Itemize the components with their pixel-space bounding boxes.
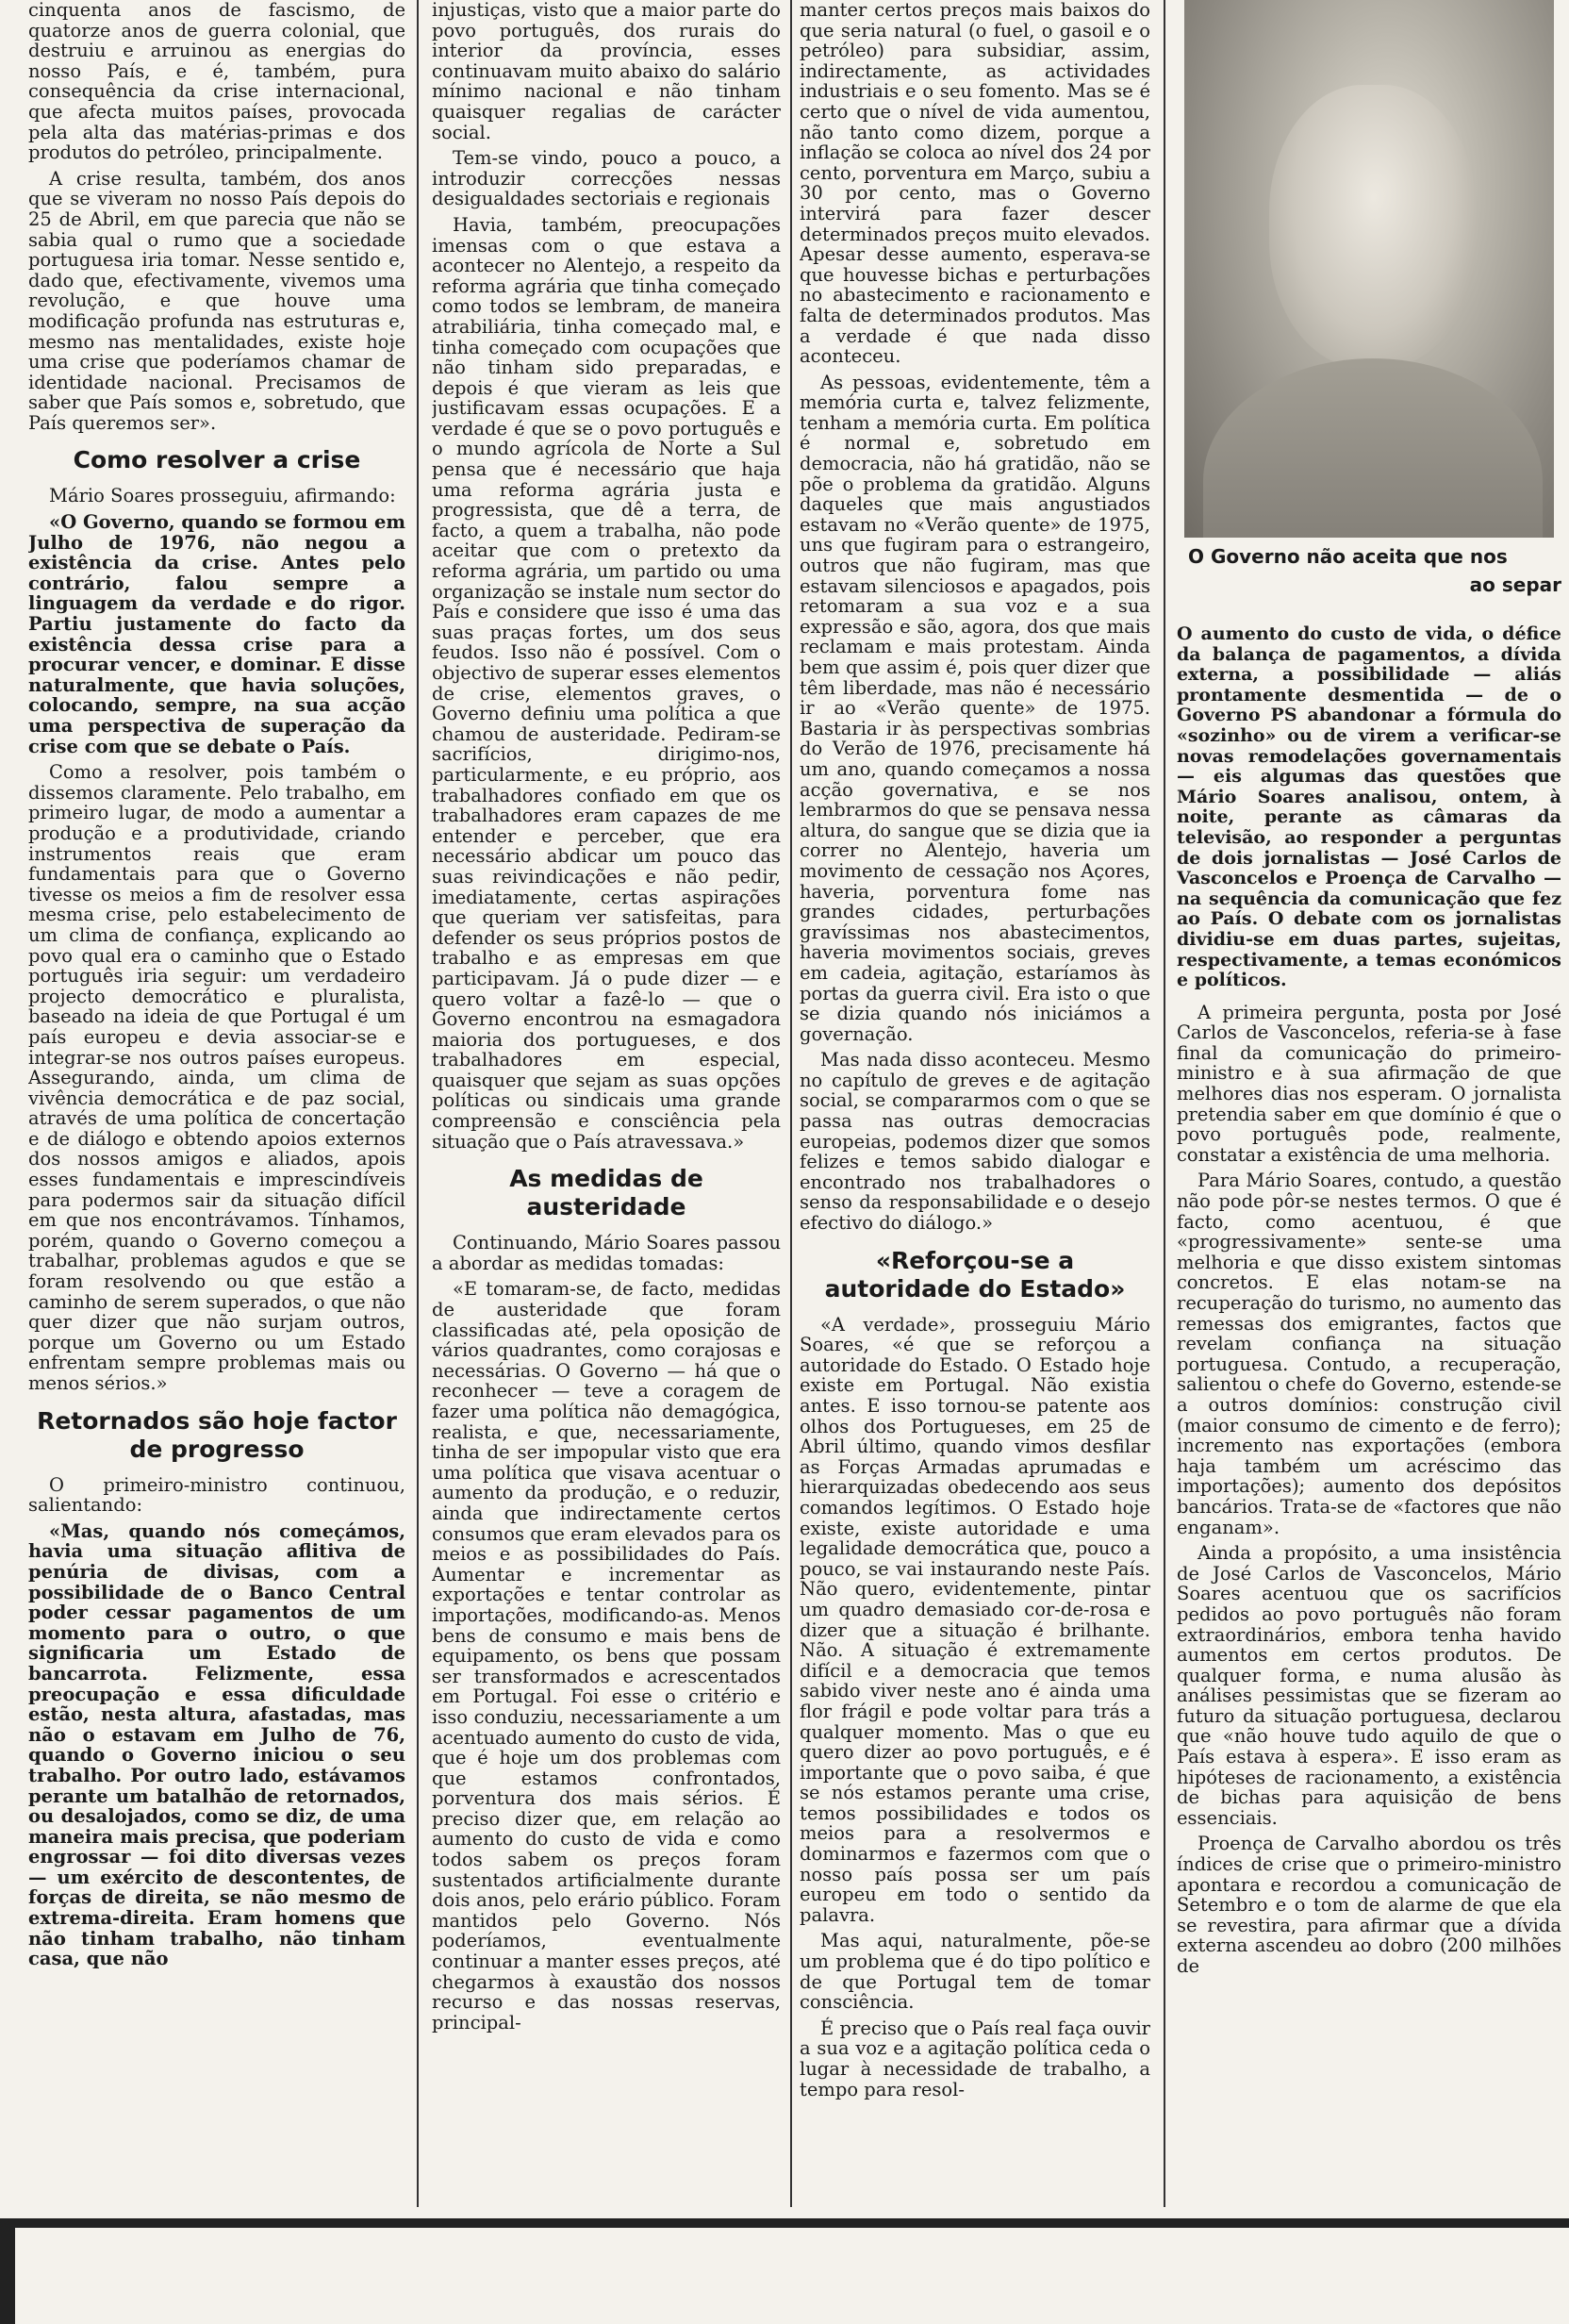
paragraph: Como a resolver, pois também o dissemos claramente. Pelo trabalho, em primeiro lugar, de modo a aumentar a produção e a produtividade, criando instrumentos reais que eram fundamentais para que o Governo tivesse os meios a fim de resolver essa mesma crise, pelo estabelecimento de um clima de confiança, explicando ao povo qual era o caminho que o Estado português iria seguir: um verdadeiro projecto democrático e pluralista, baseado na ideia de que Portugal é um país europeu e devia associar-se e integrar-se nos outros países europeus. Assegurando, ainda, um clima de vivência democrática e de paz social, através de uma política de concertação e de diálogo e obtendo apoios externos dos nossos amigos e aliados, apois esses fundamentais e imprescindíveis para podermos sair da situação difícil em que nos encontrávamos. Tínhamos, porém, quando o Governo começou a trabalhar, problemas agudos e que se foram resolvendo ou que estão a caminho de serem superados, o que não quer dizer que não surjam outros, porque um Governo ou um Estado enfrentam sempre problemas mais ou menos sérios.» [28, 761, 405, 1394]
photo-face [1269, 85, 1477, 368]
paragraph: «E tomaram-se, de facto, medidas de austeridade que foram classificadas até, pela oposição de vários quadrantes, como corajosas e necessárias. O Governo — há que o reconhecer — teve a coragem de fazer uma política não demagógica, realista, e que, necessariamente, tinha de ser impopular visto que era uma política que visava acentuar o aumento da produção, e o reduzir, ainda que indirectamente certos consumos que eram elevados para os meios e as possibilidades do País. Aumentar e incrementar as exportações e tentar controlar as importações, modificando-as. Menos bens de consumo e mais bens de equipamento, os bens que possam ser transformados e acrescentados em Portugal. Foi esse o critério e isso conduziu, necessariamente a um acentuado aumento do custo de vida, que é hoje um dos problemas com que estamos confrontados, porventura dos mais sérios. É preciso dizer que, em relação ao aumento do custo de vida e como todos sabem os preços foram sustentados artificialmente durante dois anos, pelo erário público. Foram mantidos pelo Governo. Nós poderíamos, eventualmente continuar a manter esses preços, até chegarmos à exaustão dos nossos recurso e das nossas reservas, principal- [432, 1278, 781, 2034]
paragraph: «A verdade», prosseguiu Mário Soares, «é que se reforçou a autoridade do Estado. O Estado hoje existe em Portugal. Não existia antes. E isso tornou-se patente aos olhos dos Portugueses, em 25 de Abril último, quando vimos desfilar as Forças Armadas aprumadas e hierarquizadas obedecendo aos seus comandos legítimos. O Estado hoje existe, existe autoridade e uma legalidade democrática que, pouco a pouco, se vai instaurando neste País. Não quero, evidentemente, pintar um quadro demasiado cor-de-rosa e dizer que a situação é brilhante. Não. A situação é extremamente difícil e a democracia que temos sabido viver neste ano é ainda uma flor frágil e pode voltar para trás a qualquer momento. Mas o que eu quero dizer ao povo português, e é importante que o povo saiba, é que se nós estamos perante uma crise, temos possibilidades e todos os meios para a resolvermos e dominarmos e fazermos com que o nosso país possa ser um país europeu em todo o sentido da palavra. [800, 1313, 1150, 1926]
paragraph: Proença de Carvalho abordou os três índices de crise que o primeiro-ministro apontara e recordou a comunicação de Setembro e o tom de alarme de que ela se revestira, para afirmar que a dívida externa ascendeu ao dobro (200 milhões de [1177, 1833, 1561, 1977]
bottom-rule [0, 2218, 1569, 2228]
paragraph: Mas aqui, naturalmente, põe-se um problema que é do tipo político e de que Portugal tem de tomar consciência. [800, 1930, 1150, 2014]
section-heading: Como resolver a crise [73, 446, 361, 474]
paragraph: injustiças, visto que a maior parte do povo português, dos rurais do interior da província, esses continuavam muito abaixo do salário mínimo nacional e não tinham quaisquer regalias de carácter social. [432, 0, 781, 143]
paragraph: «Mas, quando nós começámos, havia uma situação aflitiva de penúria de divisas, com a possibilidade de o Banco Central poder cessar pagamentos de um momento para o outro, o que significaria um Estado de bancarrota. Felizmente, essa preocupação e essa dificuldade estão, nesta altura, afastadas, mas não o estavam em Julho de 76, quando o Governo iniciou o seu trabalho. Por outro lado, estávamos perante um batalhão de retornados, ou desalojados, como se diz, de uma maneira mais precisa, que poderiam engrossar — foi dito diversas vezes — um exército de descontentes, de forças de direita, se não mesmo de extrema-direita. Eram homens que não tinham trabalho, não tinham casa, que não [28, 1519, 405, 1970]
photo-shoulder [1203, 358, 1543, 538]
paragraph: Continuando, Mário Soares passou a abordar as medidas tomadas: [432, 1232, 781, 1274]
column-4 [1177, 0, 1561, 2226]
paragraph: Tem-se vindo, pouco a pouco, a introduzir correcções nessas desigualdades sectoriais e regionais [432, 147, 781, 210]
paragraph: Para Mário Soares, contudo, a questão não pode pôr-se nestes termos. O que é facto, como acentuou, é que «progressivamente» sente-se uma melhoria e que disso existem sintomas concretos. E elas notam-se na recuperação do turismo, no aumento das remessas dos emigrantes, factos que revelam confiança na situação portuguesa. Contudo, a recuperação, salientou o chefe do Governo, estende-se a outros domínios: construção civil (maior consumo de cimento e de ferro); incremento nas exportações (embora haja também um acréscimo das importações); aumento dos depósitos bancários. Trata-se de «factores que não enganam». [1177, 1170, 1561, 1538]
section-heading: As medidas de austeridade [509, 1165, 703, 1221]
paragraph: O primeiro-ministro continuou, salientando: [28, 1473, 405, 1517]
paragraph: «O Governo, quando se formou em Julho de 1976, não negou a existência da crise. Antes pelo contrário, falou sempre a linguagem da verdade e do rigor. Partiu justamente do facto da existência dessa crise para a procurar vencer, e dominar. E disse naturalmente, que havia soluções, colocando, sempre, na sua acção uma perspectiva de superação da crise com que se debate o País. [28, 511, 405, 757]
column-rule [790, 0, 792, 2207]
column-rule [1164, 0, 1165, 2207]
left-margin-bar [0, 2228, 15, 2324]
paragraph: A crise resulta, também, dos anos que se viveram no nosso País depois do 25 de Abril, em que parecia que não se sabia qual o rumo que a sociedade portuguesa iria tomar. Nesse sentido e, dado que, efectivamente, vivemos uma revolução, e que houve uma modificação profunda nas estruturas e, mesmo nas mentalidades, existe hoje uma crise que poderíamos chamar de identidade nacional. Precisamos de saber que País somos e, sobretudo, que País queremos ser». [28, 167, 405, 434]
paragraph: manter certos preços mais baixos do que seria natural (o fuel, o gasoil e o petróleo) para subsidiar, assim, indirectamente, as actividades industriais e o seu fomento. Mas se é certo que o nível de vida aumentou, não tanto como dizem, porque a inflação se coloca ao nível dos 24 por cento, porventura em Março, subiu a 30 por cento, mas o Governo intervirá para fazer descer determinados preços muito elevados. Apesar desse aumento, esperava-se que houvesse bichas e perturbações no abastecimento e racionamento e falta de determinados produtos. Mas a verdade é que nada disso aconteceu. [800, 0, 1150, 368]
paragraph: As pessoas, evidentemente, têm a memória curta e, talvez felizmente, tenham a memória curta. Em política é normal e, sobretudo em democracia, não há gratidão, não se põe o problema da gratidão. Alguns daqueles que mais angustiados estavam no «Verão quente» de 1975, uns que fugiram para o estrangeiro, outros que não fugiram, mas que estavam silenciosos e apagados, pois retomaram a sua voz e a sua expressão e são, agora, dos que mais reclamam e mais protestam. Ainda bem que assim é, pois quer dizer que têm liberdade, mas não é necessário ir ao «Verão quente» de 1975. Bastaria ir às perspectivas sombrias do Verão de 1976, precisamente há um ano, quando começamos a nossa acção governativa, e se nos lembrarmos do que se pensava nessa altura, do sangue que se dizia que ia correr no Alentejo, haveria um movimento de cessação nos Açores, haveria, porventura fome nas grandes cidades, perturbações gravíssimas nos abastecimentos, haveria movimentos sociais, greves em cadeia, agitação, estaríamos às portas da guerra civil. Era isto o que se dizia quando nós iniciámos a governação. [800, 371, 1150, 1045]
column-2 [432, 0, 781, 2226]
column-rule [417, 0, 419, 2207]
portrait-photo [1184, 0, 1554, 538]
photo-caption: O Governo não aceita que nos [1188, 545, 1508, 568]
column-1 [28, 0, 405, 2226]
paragraph: Havia, também, preocupações imensas com o que estava a acontecer no Alentejo, a respeito da reforma agrária que tinha começado como todos se lembram, de maneira atrabiliária, tinha começado mal, e tinha começado com ocupações que não tinham sido preparadas, e depois é que vieram as leis que justificavam essas ocupações. E a verdade é que se o povo português e o mundo agrícola de Norte a Sul pensa que é necessário que haja uma reforma agrária justa e progressista, que dê a terra, de facto, a quem a trabalha, não pode aceitar que com o pretexto da reforma agrária, um partido ou uma organização se instale num sector do País e considere que isso é uma das suas praças fortes, um dos seus feudos. Isso não é possível. Com o objectivo de superar esses elementos de crise, elementos graves, o Governo definiu uma política a que chamou de austeridade. Pediram-se sacrifícios, dirigimo-nos, particularmente, e eu próprio, aos trabalhadores confiado em que os trabalhadores eram capazes de me entender e perceber, que era necessário abdicar um pouco das suas reivindicações e não pedir, imediatamente, certas aspirações que queriam ver satisfeitas, para defender os seus próprios postos de trabalho e as empresas em que participavam. Já o pude dizer — e quero voltar a fazê-lo — que o Governo encontrou na esmagadora maioria dos portugueses, e dos trabalhadores em especial, quaisquer que sejam as suas opções políticas ou sindicais uma grande compreensão e consciência pela situação que o País atravessava.» [432, 213, 781, 1153]
section-heading: «Reforçou-se a autoridade do Estado» [824, 1246, 1126, 1303]
section-heading: Retornados são hoje factor de progresso [37, 1406, 397, 1463]
paragraph: Mário Soares prosseguiu, afirmando: [49, 485, 396, 507]
paragraph: É preciso que o País real faça ouvir a sua voz e a agitação política ceda o lugar à necessidade de trabalho, a tempo para resol- [800, 2017, 1150, 2100]
paragraph: Mas nada disso aconteceu. Mesmo no capítulo de greves e de agitação social, se compararmos com o que se passa nas outras democracias europeias, podemos dizer que somos felizes e temos sabido dialogar e encontrado nos trabalhadores o senso da responsabilidade e o desejo efectivo do diálogo.» [800, 1049, 1150, 1235]
lead-paragraph: O aumento do custo de vida, o défice da balança de pagamentos, a dívida externa, a possibilidade — aliás prontamente desmentida — de o Governo PS abandonar a fórmula do «sozinho» ou de virem a verificar-se novas remodelações governamentais — eis algumas das questões que Mário Soares analisou, ontem, à noite, perante as câmaras da televisão, ao responder a perguntas de dois jornalistas — José Carlos de Vasconcelos e Proença de Carvalho — na sequência da comunicação que fez ao País. O debate com os jornalistas dividiu-se em duas partes, sujeitas, respectivamente, a temas económicos e políticos. [1177, 623, 1561, 991]
photo-caption-continued: ao separ [1469, 573, 1561, 596]
paragraph: A primeira pergunta, posta por José Carlos de Vasconcelos, referia-se à fase final da comunicação do primeiro-ministro e à sua afirmação de que melhores dias nos esperam. O jornalista pretendia saber em que domínio é que o povo português pode, realmente, constatar a existência de uma melhoria. [1177, 1001, 1561, 1166]
paragraph: Ainda a propósito, a uma insistência de José Carlos de Vasconcelos, Mário Soares acentuou que os sacrifícios pedidos ao povo português não foram extraordinários, embora tenha havido aumentos em certos produtos. De qualquer forma, e numa alusão às análises pessimistas que se fizeram ao futuro da situação portuguesa, declarou que «não houve tudo aquilo de que o País estava à espera». E isso eram as hipóteses de racionamento, a existência de bichas para aquisição de bens essenciais. [1177, 1542, 1561, 1829]
paragraph: cinquenta anos de fascismo, de quatorze anos de guerra colonial, que destruiu e arruinou as energias do nosso País, e é, também, pura consequência da crise internacional, que afecta muitos países, provocada pela alta das matérias-primas e dos produtos do petróleo, principalmente. [28, 0, 405, 164]
column-3 [800, 0, 1150, 2226]
